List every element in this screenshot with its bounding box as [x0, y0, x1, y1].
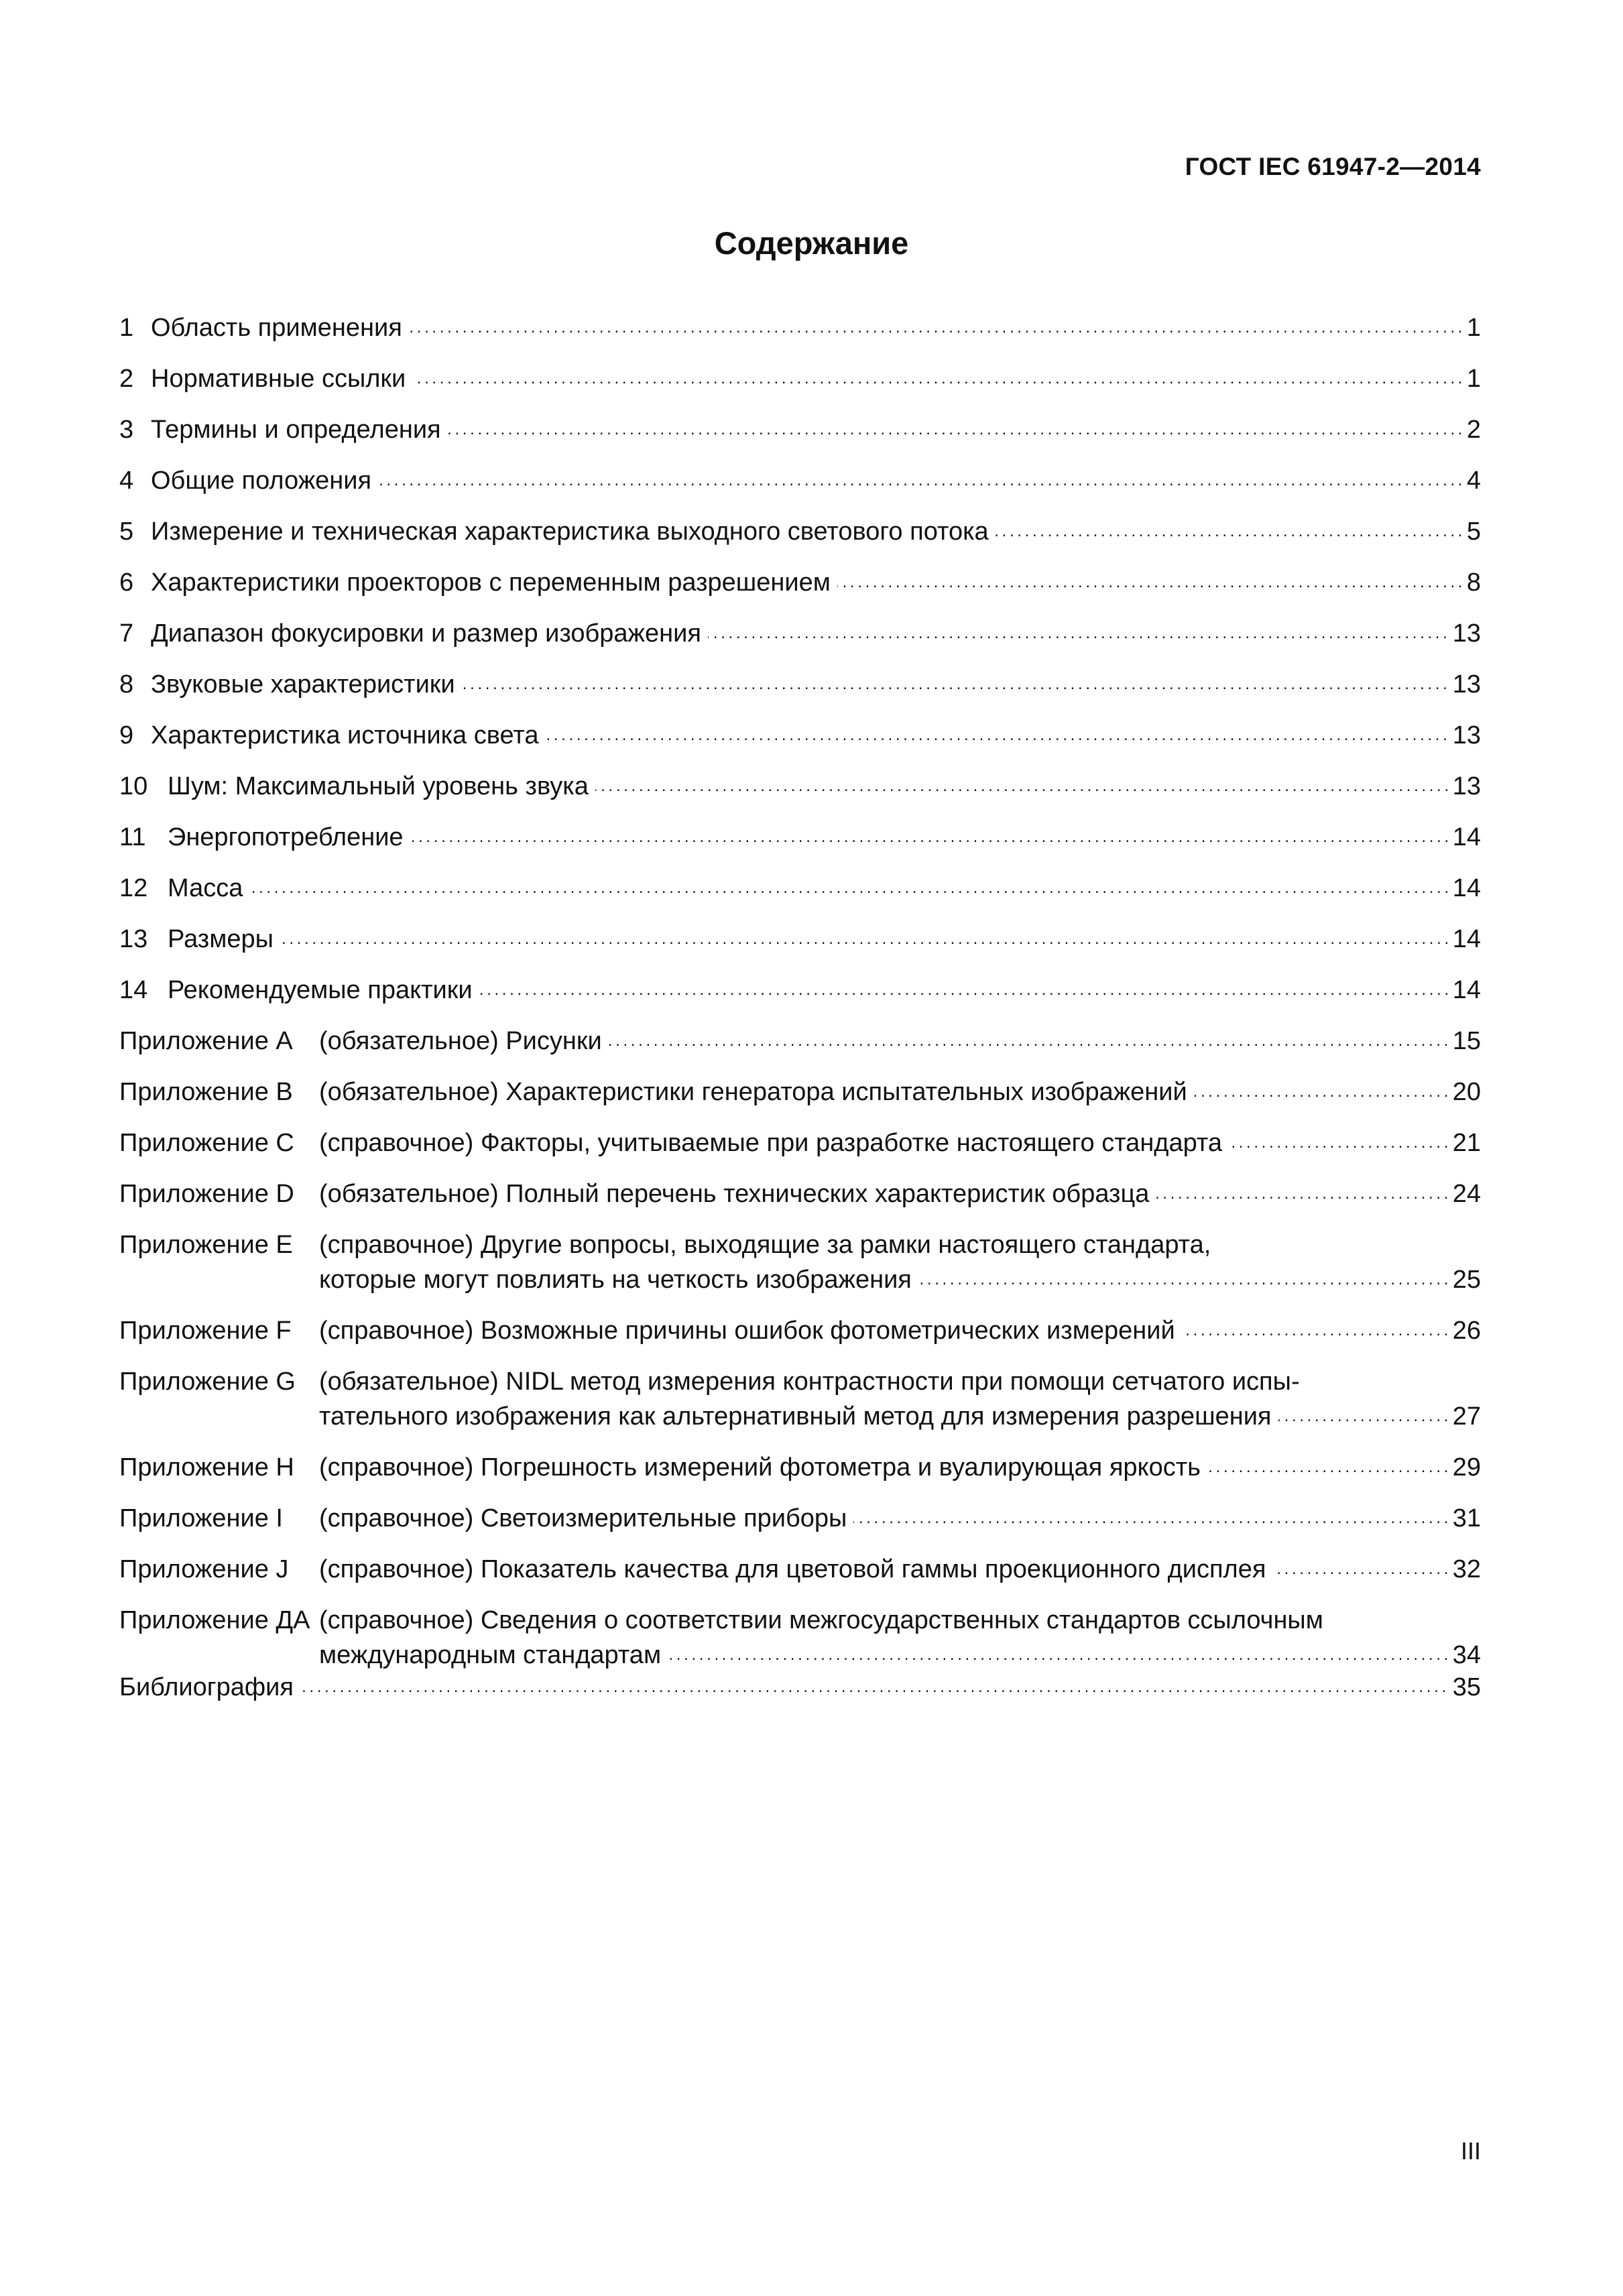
toc-entry-page: 14	[1447, 922, 1481, 957]
toc-entry-page: 25	[1452, 1266, 1481, 1294]
toc-entry-page: 14	[1447, 871, 1481, 906]
toc-entry-text: (обязательное) Рисунки	[319, 1027, 609, 1055]
document-code: ГОСТ IEC 61947-2—2014	[1185, 153, 1481, 180]
toc-entry-page: 13	[1447, 718, 1481, 753]
toc-entry-appendix-g[interactable]	[119, 1364, 1481, 1434]
toc-entry-text: Характеристики проекторов с переменным разрешением	[151, 568, 837, 597]
toc-entry-text: (справочное) Показатель качества для цветовой гаммы проекционного дисплея	[319, 1555, 1272, 1583]
toc-entry-text: (справочное) Погрешность измерений фотометра и вуалирующая яркость	[319, 1453, 1207, 1482]
toc-entry-text: Размеры	[168, 925, 280, 953]
toc-entry[interactable]	[119, 616, 1481, 651]
toc-entry-page: 13	[1447, 616, 1481, 651]
toc-entry[interactable]	[119, 514, 1481, 549]
toc-entry-number: 9	[119, 721, 134, 749]
toc-entry-text: Шум: Максимальный уровень звука	[168, 772, 595, 800]
toc-entry[interactable]	[119, 871, 1481, 906]
toc-entry-number: 2	[119, 365, 134, 393]
toc-entry-number: Приложение E	[119, 1231, 293, 1259]
toc-entry-text: Масса	[168, 874, 249, 902]
toc-entry[interactable]	[119, 463, 1481, 498]
toc-entry-number: 11	[119, 823, 146, 851]
toc-entry-text: (обязательное) Полный перечень технических характеристик образца	[319, 1180, 1156, 1208]
toc-entry-number: 1	[119, 314, 134, 342]
toc-entry-text: (справочное) Другие вопросы, выходящие за рамки настоящего стандарта,	[319, 1231, 1211, 1259]
toc-entry-text: (обязательное) NIDL метод измерения контрастности при помощи сетчатого испы-	[319, 1368, 1300, 1396]
toc-entry[interactable]	[119, 1126, 1481, 1160]
toc-entry-page: 1	[1461, 361, 1481, 396]
toc-entry[interactable]	[119, 922, 1481, 957]
toc-entry[interactable]	[119, 565, 1481, 600]
toc-entry[interactable]	[119, 820, 1481, 855]
toc-entry-page: 14	[1447, 820, 1481, 855]
toc-entry-number: Приложение F	[119, 1317, 292, 1345]
toc-entry-page: 31	[1447, 1501, 1481, 1536]
toc-entry-text: тательного изображения как альтернативный метод для измерения разрешения	[319, 1402, 1278, 1431]
toc-entry-number: Приложение G	[119, 1368, 296, 1396]
toc-entry-page: 2	[1461, 412, 1481, 447]
toc-entry[interactable]	[119, 412, 1481, 447]
toc-entry-number: Приложение B	[119, 1078, 293, 1106]
toc-entry-bibliography[interactable]	[119, 1670, 1481, 1705]
toc-entry[interactable]	[119, 1075, 1481, 1109]
toc-entry-text: Звуковые характеристики	[151, 670, 462, 699]
toc-entry-number: Приложение A	[119, 1027, 293, 1055]
toc-entry-text: (справочное) Сведения о соответствии межгосударственных стандартов ссылочным	[319, 1606, 1323, 1634]
toc-entry-page: 27	[1452, 1402, 1481, 1431]
toc-entry-text: международным стандартам	[319, 1641, 668, 1669]
table-of-contents	[119, 310, 1481, 1721]
toc-entry-text: (обязательное) Характеристики генератора испытательных изображений	[319, 1078, 1194, 1106]
toc-entry-text: (справочное) Факторы, учитываемые при разработке настоящего стандарта	[319, 1129, 1229, 1157]
toc-entry-page: 14	[1447, 973, 1481, 1008]
toc-entry-number: 8	[119, 670, 134, 699]
toc-entry-number: 3	[119, 416, 134, 444]
toc-entry-number: Приложение D	[119, 1180, 294, 1208]
toc-entry-page: 29	[1447, 1450, 1481, 1485]
toc-entry-text: Диапазон фокусировки и размер изображения	[151, 619, 708, 648]
toc-entry-text: которые могут повлиять на четкость изображения	[319, 1266, 918, 1294]
toc-entry[interactable]	[119, 1501, 1481, 1536]
toc-entry-number: Приложение H	[119, 1453, 294, 1482]
toc-entry[interactable]	[119, 1450, 1481, 1485]
toc-entry-page: 26	[1447, 1313, 1481, 1348]
toc-entry-text: Рекомендуемые практики	[168, 976, 479, 1004]
toc-entry-number: 14	[119, 976, 148, 1004]
toc-entry-text: Область применения	[151, 314, 409, 342]
toc-entry-text: Общие положения	[151, 467, 378, 495]
toc-entry[interactable]	[119, 718, 1481, 753]
page-number: III	[1460, 2137, 1481, 2165]
toc-entry-number: Приложение I	[119, 1504, 283, 1532]
toc-entry-text: Нормативные ссылки	[151, 365, 412, 393]
toc-entry-page: 4	[1461, 463, 1481, 498]
toc-entry[interactable]	[119, 769, 1481, 804]
toc-entry-number: 7	[119, 619, 134, 648]
toc-entry[interactable]	[119, 1552, 1481, 1587]
toc-entry[interactable]	[119, 361, 1481, 396]
toc-entry-number: 10	[119, 772, 148, 800]
toc-entry[interactable]	[119, 1176, 1481, 1211]
toc-entry-number: 13	[119, 925, 148, 953]
toc-entry-page: 13	[1447, 769, 1481, 804]
toc-entry-text: Измерение и техническая характеристика выходного светового потока	[151, 518, 996, 546]
toc-entry-number: 12	[119, 874, 148, 902]
toc-entry-page: 24	[1447, 1176, 1481, 1211]
toc-entry-page: 34	[1452, 1641, 1481, 1669]
toc-entry-page: 21	[1447, 1126, 1481, 1160]
toc-entry-page: 13	[1447, 667, 1481, 702]
toc-entry-appendix-e[interactable]	[119, 1227, 1481, 1297]
page-title: Содержание	[714, 225, 909, 261]
toc-entry-number: Приложение ДА	[119, 1606, 310, 1634]
toc-entry-number: 6	[119, 568, 134, 597]
toc-entry-page: 1	[1461, 310, 1481, 345]
toc-entry-text: (справочное) Возможные причины ошибок фотометрических измерений	[319, 1317, 1182, 1345]
toc-entry[interactable]	[119, 667, 1481, 702]
toc-entry-appendix-da[interactable]	[119, 1603, 1481, 1673]
toc-entry-text: (справочное) Светоизмерительные приборы	[319, 1504, 853, 1532]
toc-entry-text: Библиография	[119, 1673, 300, 1701]
toc-entry-number: 5	[119, 518, 134, 546]
toc-entry-page: 8	[1461, 565, 1481, 600]
toc-entry-page: 5	[1461, 514, 1481, 549]
toc-entry-page: 15	[1447, 1024, 1481, 1059]
toc-entry-number: Приложение C	[119, 1129, 294, 1157]
toc-entry-page: 35	[1447, 1670, 1481, 1705]
toc-entry[interactable]	[119, 310, 1481, 345]
toc-entry[interactable]	[119, 973, 1481, 1008]
toc-entry-page: 20	[1447, 1075, 1481, 1109]
toc-entry-text: Энергопотребление	[168, 823, 410, 851]
toc-entry-number: 4	[119, 467, 134, 495]
toc-entry[interactable]	[119, 1024, 1481, 1059]
toc-entry-appendix-f[interactable]	[119, 1313, 1481, 1348]
toc-entry-text: Характеристика источника света	[151, 721, 545, 749]
toc-entry-text: Термины и определения	[151, 416, 448, 444]
toc-entry-number: Приложение J	[119, 1555, 289, 1583]
toc-entry-page: 32	[1447, 1552, 1481, 1587]
